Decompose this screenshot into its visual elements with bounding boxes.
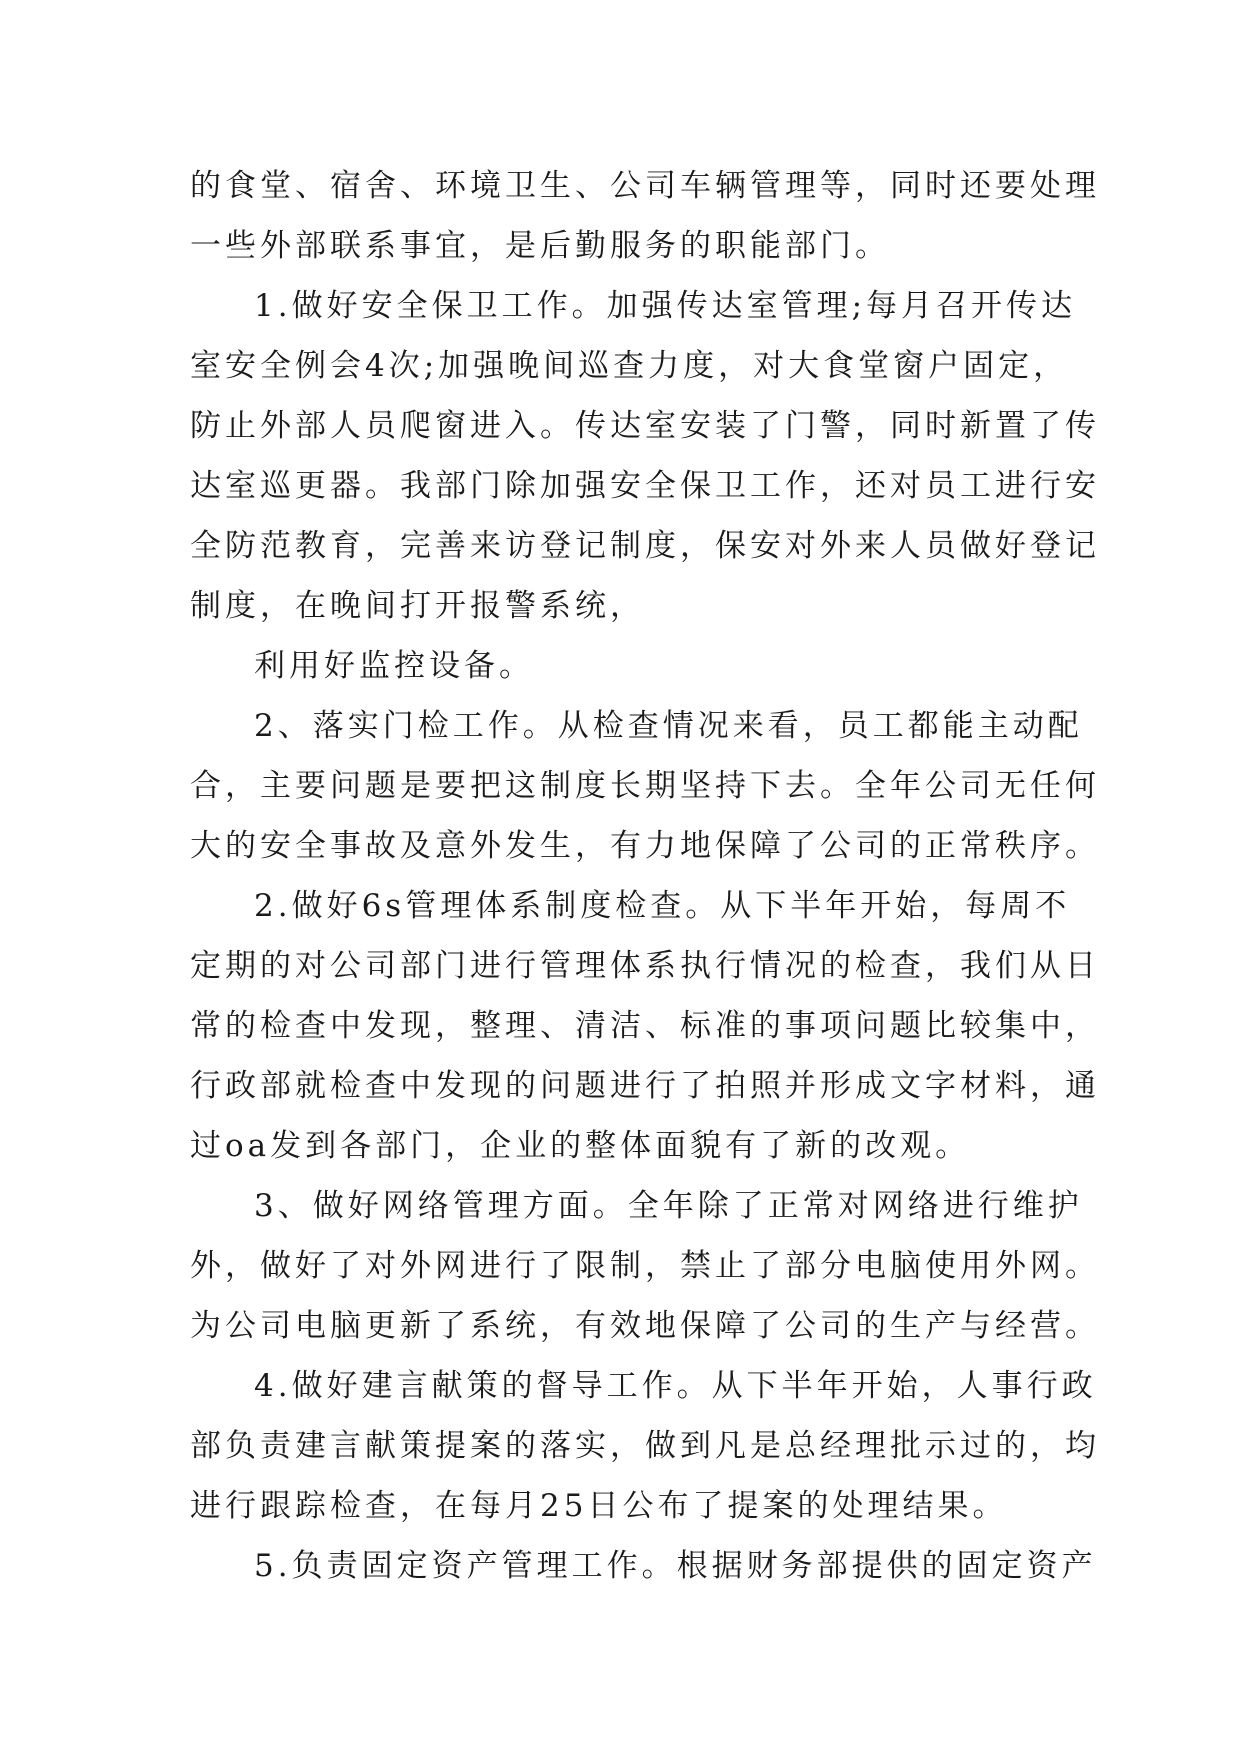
text-line: 室安全例会4次;加强晚间巡查力度，对大食堂窗户固定， — [190, 348, 1069, 384]
text-line: 大的安全事故及意外发生，有力地保障了公司的正常秩序。 — [190, 828, 1100, 864]
text-line: 部负责建言献策提案的落实，做到凡是总经理批示过的，均 — [190, 1428, 1100, 1464]
text-line: 的食堂、宿舍、环境卫生、公司车辆管理等，同时还要处理 — [190, 168, 1100, 204]
paragraph-start-line: 1.做好安全保卫工作。加强传达室管理;每月召开传达 — [254, 288, 1077, 324]
text-line: 全防范教育，完善来访登记制度，保安对外来人员做好登记 — [190, 528, 1100, 564]
text-line: 为公司电脑更新了系统，有效地保障了公司的生产与经营。 — [190, 1308, 1100, 1344]
text-line: 行政部就检查中发现的问题进行了拍照并形成文字材料，通 — [190, 1068, 1100, 1104]
paragraph-start-line: 2、落实门检工作。从检查情况来看，员工都能主动配 — [254, 708, 1083, 744]
paragraph-start-line: 2.做好6s管理体系制度检查。从下半年开始，每周不 — [254, 888, 1071, 924]
text-line: 达室巡更器。我部门除加强安全保卫工作，还对员工进行安 — [190, 468, 1100, 504]
document-body — [190, 156, 1100, 1596]
text-line: 合，主要问题是要把这制度长期坚持下去。全年公司无任何 — [190, 768, 1100, 804]
text-line: 进行跟踪检查，在每月25日公布了提案的处理结果。 — [190, 1488, 1008, 1524]
paragraph-start-line: 5.负责固定资产管理工作。根据财务部提供的固定资产 — [254, 1548, 1097, 1584]
text-line: 防止外部人员爬窗进入。传达室安装了门警，同时新置了传 — [190, 408, 1100, 444]
paragraph-start-line: 利用好监控设备。 — [254, 648, 534, 684]
text-line: 一些外部联系事宜，是后勤服务的职能部门。 — [190, 228, 890, 264]
text-line: 过oa发到各部门，企业的整体面貌有了新的改观。 — [190, 1128, 971, 1164]
paragraph-start-line: 3、做好网络管理方面。全年除了正常对网络进行维护 — [254, 1188, 1083, 1224]
text-line: 外，做好了对外网进行了限制，禁止了部分电脑使用外网。 — [190, 1248, 1100, 1284]
text-line: 常的检查中发现，整理、清洁、标准的事项问题比较集中， — [190, 1008, 1100, 1044]
text-line: 定期的对公司部门进行管理体系执行情况的检查，我们从日 — [190, 948, 1100, 984]
text-line: 制度，在晚间打开报警系统， — [190, 588, 645, 624]
paragraph-start-line: 4.做好建言献策的督导工作。从下半年开始，人事行政 — [254, 1368, 1097, 1404]
